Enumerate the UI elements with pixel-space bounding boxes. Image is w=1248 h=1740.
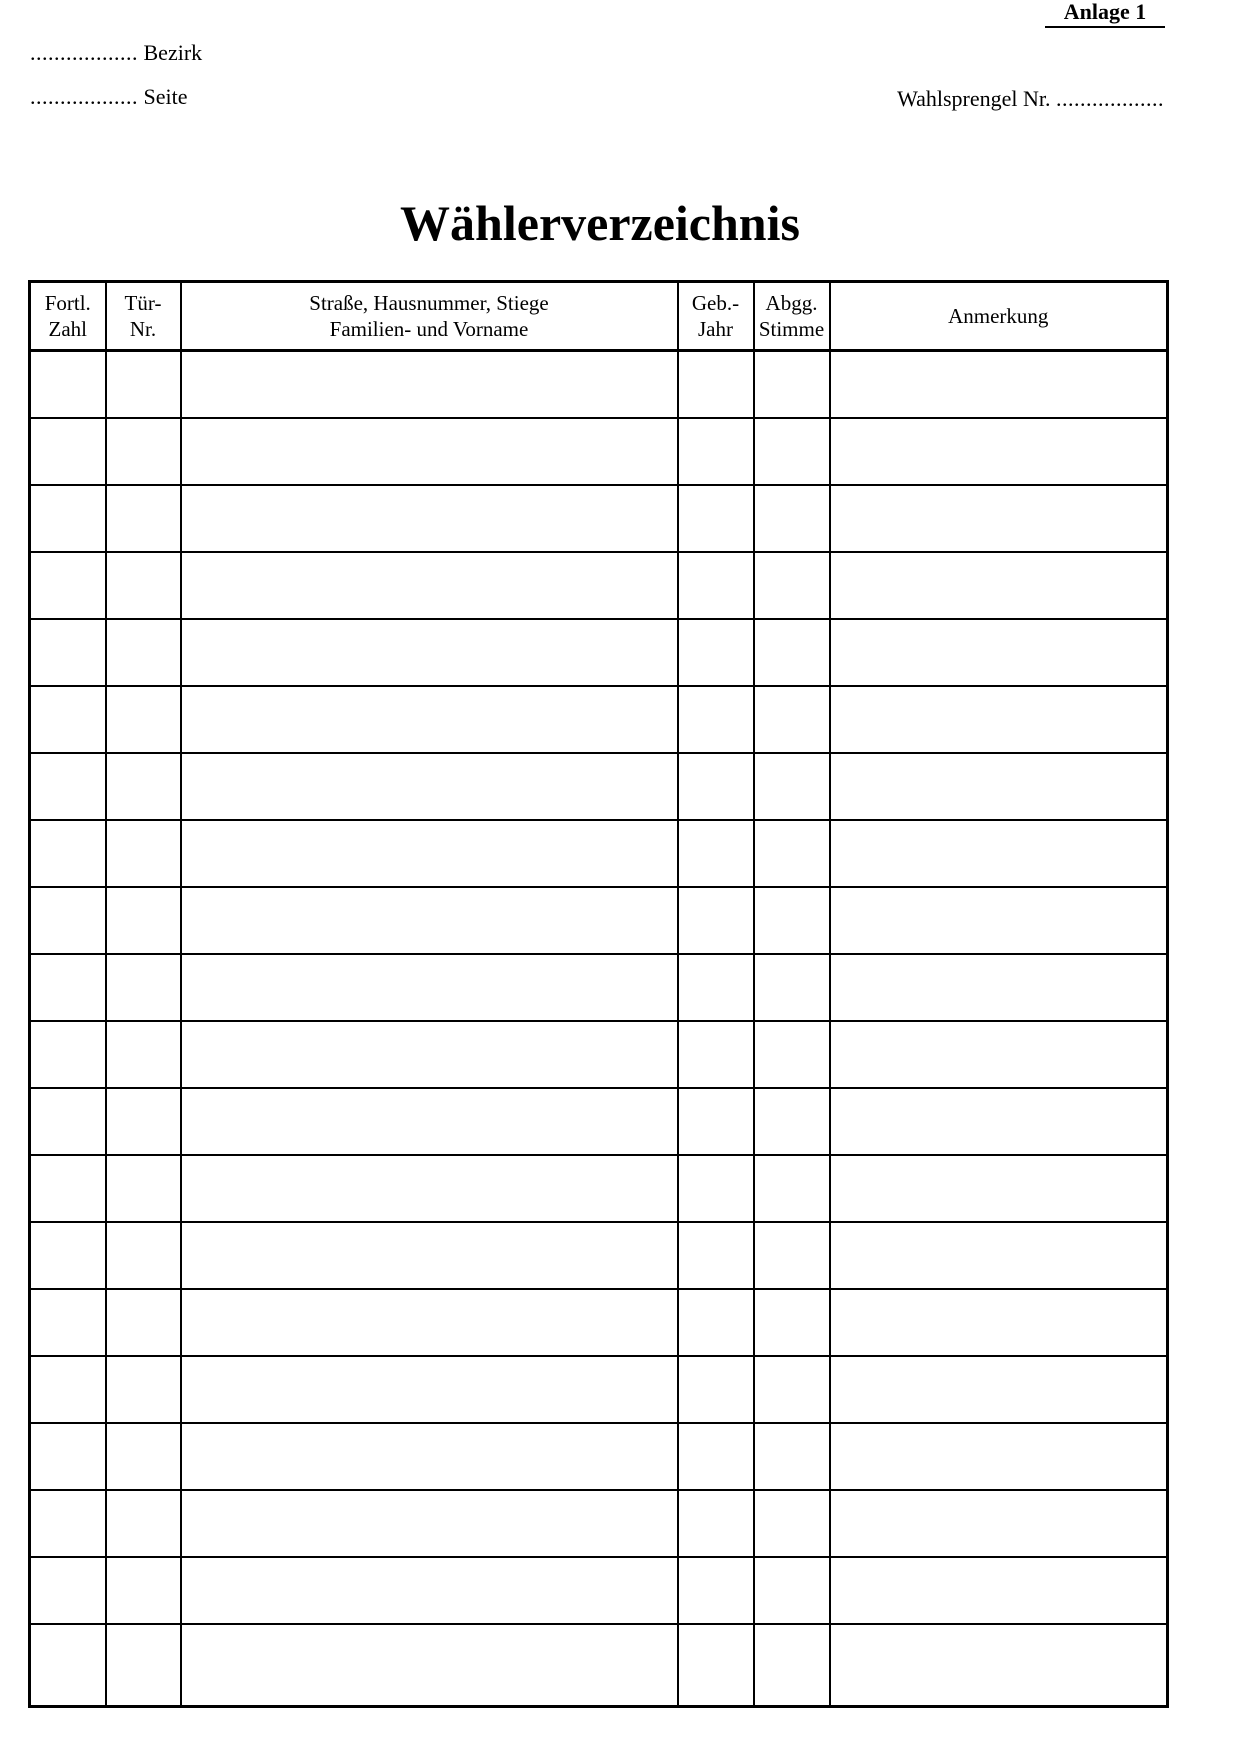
sequence-number-cell[interactable] [30,1490,106,1557]
remark-cell[interactable] [830,1289,1168,1356]
remark-cell[interactable] [830,753,1168,820]
table-row [30,753,1168,820]
district-field [30,40,202,66]
door-number-cell[interactable] [106,1222,181,1289]
table-row [30,351,1168,419]
door-number-cell[interactable] [106,619,181,686]
district-label: Bezirk [143,40,203,65]
vote-cast-cell[interactable] [754,753,830,820]
door-number-cell[interactable] [106,887,181,954]
sequence-number-cell[interactable] [30,1624,106,1707]
address-name-cell[interactable] [181,820,678,887]
remark-cell[interactable] [830,485,1168,552]
vote-cast-cell[interactable] [754,1490,830,1557]
birth-year-cell[interactable] [678,1088,754,1155]
table-row [30,1423,1168,1490]
sequence-number-cell[interactable] [30,485,106,552]
table-row [30,1155,1168,1222]
door-number-cell[interactable] [106,1557,181,1624]
address-name-cell[interactable] [181,1423,678,1490]
remark-cell[interactable] [830,418,1168,485]
vote-cast-cell[interactable] [754,1155,830,1222]
vote-cast-cell[interactable] [754,1624,830,1707]
col-header-birth-year: Geb.- Jahr [678,282,754,351]
table-row [30,1624,1168,1707]
remark-cell[interactable] [830,1490,1168,1557]
door-number-cell[interactable] [106,1088,181,1155]
sequence-number-cell[interactable] [30,1088,106,1155]
page-fill-line[interactable]: .................. [30,84,138,109]
birth-year-cell[interactable] [678,1289,754,1356]
birth-year-cell[interactable] [678,485,754,552]
precinct-fill-line[interactable]: .................. [1056,86,1164,111]
remark-cell[interactable] [830,1088,1168,1155]
table-row [30,619,1168,686]
address-name-cell[interactable] [181,619,678,686]
door-number-cell[interactable] [106,1624,181,1707]
remark-cell[interactable] [830,954,1168,1021]
door-number-cell[interactable] [106,753,181,820]
vote-cast-cell[interactable] [754,552,830,619]
sequence-number-cell[interactable] [30,820,106,887]
door-number-cell[interactable] [106,552,181,619]
sequence-number-cell[interactable] [30,1356,106,1423]
remark-cell[interactable] [830,1222,1168,1289]
table-header-row [30,282,1168,351]
page-label: Seite [143,84,188,109]
birth-year-cell[interactable] [678,887,754,954]
birth-year-cell[interactable] [678,1021,754,1088]
address-name-cell[interactable] [181,887,678,954]
table-row [30,1356,1168,1423]
birth-year-cell[interactable] [678,753,754,820]
birth-year-cell[interactable] [678,619,754,686]
remark-cell[interactable] [830,1155,1168,1222]
remark-cell[interactable] [830,1356,1168,1423]
sequence-number-cell[interactable] [30,1155,106,1222]
address-name-cell[interactable] [181,954,678,1021]
vote-cast-cell[interactable] [754,1021,830,1088]
col-header-address-name: Straße, Hausnummer, Stiege Familien- und Vorname [181,282,678,351]
sequence-number-cell[interactable] [30,954,106,1021]
sequence-number-cell[interactable] [30,619,106,686]
sequence-number-cell[interactable] [30,418,106,485]
sequence-number-cell[interactable] [30,686,106,753]
vote-cast-cell[interactable] [754,1557,830,1624]
birth-year-cell[interactable] [678,1557,754,1624]
table-row [30,954,1168,1021]
door-number-cell[interactable] [106,1423,181,1490]
district-fill-line[interactable]: .................. [30,40,138,65]
remark-cell[interactable] [830,686,1168,753]
table-row [30,1088,1168,1155]
door-number-cell[interactable] [106,485,181,552]
remark-cell[interactable] [830,351,1168,419]
door-number-cell[interactable] [106,820,181,887]
table-row [30,485,1168,552]
table-row [30,1557,1168,1624]
door-number-cell[interactable] [106,351,181,419]
birth-year-cell[interactable] [678,552,754,619]
table-row [30,1222,1168,1289]
col-header-vote-cast: Abgg. Stimme [754,282,830,351]
sequence-number-cell[interactable] [30,552,106,619]
remark-cell[interactable] [830,619,1168,686]
sequence-number-cell[interactable] [30,1021,106,1088]
remark-cell[interactable] [830,1423,1168,1490]
birth-year-cell[interactable] [678,1155,754,1222]
table-row [30,1490,1168,1557]
vote-cast-cell[interactable] [754,1423,830,1490]
address-name-cell[interactable] [181,1557,678,1624]
table-row [30,418,1168,485]
vote-cast-cell[interactable] [754,485,830,552]
vote-cast-cell[interactable] [754,820,830,887]
birth-year-cell[interactable] [678,1624,754,1707]
door-number-cell[interactable] [106,1490,181,1557]
address-name-cell[interactable] [181,485,678,552]
vote-cast-cell[interactable] [754,1088,830,1155]
table-row [30,552,1168,619]
remark-cell[interactable] [830,887,1168,954]
birth-year-cell[interactable] [678,351,754,419]
door-number-cell[interactable] [106,686,181,753]
remark-cell[interactable] [830,820,1168,887]
address-name-cell[interactable] [181,686,678,753]
address-name-cell[interactable] [181,1155,678,1222]
birth-year-cell[interactable] [678,820,754,887]
birth-year-cell[interactable] [678,1356,754,1423]
vote-cast-cell[interactable] [754,1356,830,1423]
vote-cast-cell[interactable] [754,686,830,753]
sequence-number-cell[interactable] [30,1423,106,1490]
table-row [30,820,1168,887]
precinct-field [897,86,1164,112]
address-name-cell[interactable] [181,1088,678,1155]
address-name-cell[interactable] [181,552,678,619]
birth-year-cell[interactable] [678,686,754,753]
address-name-cell[interactable] [181,418,678,485]
voter-register-table [28,280,1169,1708]
sequence-number-cell[interactable] [30,753,106,820]
page-title: Wählerverzeichnis [400,195,800,251]
birth-year-cell[interactable] [678,1423,754,1490]
annex-label: Anlage 1 [1045,0,1165,28]
address-name-cell[interactable] [181,1021,678,1088]
door-number-cell[interactable] [106,1289,181,1356]
precinct-label: Wahlsprengel Nr. [897,86,1051,111]
col-header-door-number: Tür- Nr. [106,282,181,351]
remark-cell[interactable] [830,1557,1168,1624]
remark-cell[interactable] [830,552,1168,619]
table-body [30,351,1168,1707]
address-name-cell[interactable] [181,1624,678,1707]
vote-cast-cell[interactable] [754,1289,830,1356]
door-number-cell[interactable] [106,1356,181,1423]
vote-cast-cell[interactable] [754,418,830,485]
col-header-remark: Anmerkung [830,282,1168,351]
table-row [30,887,1168,954]
remark-cell[interactable] [830,1021,1168,1088]
door-number-cell[interactable] [106,1155,181,1222]
birth-year-cell[interactable] [678,418,754,485]
address-name-cell[interactable] [181,1289,678,1356]
vote-cast-cell[interactable] [754,887,830,954]
remark-cell[interactable] [830,1624,1168,1707]
address-name-cell[interactable] [181,753,678,820]
table-row [30,1021,1168,1088]
sequence-number-cell[interactable] [30,887,106,954]
table-row [30,686,1168,753]
sequence-number-cell[interactable] [30,1289,106,1356]
page-field [30,84,188,110]
col-header-sequence-number: Fortl. Zahl [30,282,106,351]
door-number-cell[interactable] [106,418,181,485]
table-row [30,1289,1168,1356]
birth-year-cell[interactable] [678,954,754,1021]
vote-cast-cell[interactable] [754,1222,830,1289]
birth-year-cell[interactable] [678,1490,754,1557]
door-number-cell[interactable] [106,1021,181,1088]
door-number-cell[interactable] [106,954,181,1021]
vote-cast-cell[interactable] [754,619,830,686]
vote-cast-cell[interactable] [754,954,830,1021]
address-name-cell[interactable] [181,1356,678,1423]
address-name-cell[interactable] [181,351,678,419]
vote-cast-cell[interactable] [754,351,830,419]
sequence-number-cell[interactable] [30,1222,106,1289]
birth-year-cell[interactable] [678,1222,754,1289]
address-name-cell[interactable] [181,1222,678,1289]
address-name-cell[interactable] [181,1490,678,1557]
sequence-number-cell[interactable] [30,351,106,419]
sequence-number-cell[interactable] [30,1557,106,1624]
